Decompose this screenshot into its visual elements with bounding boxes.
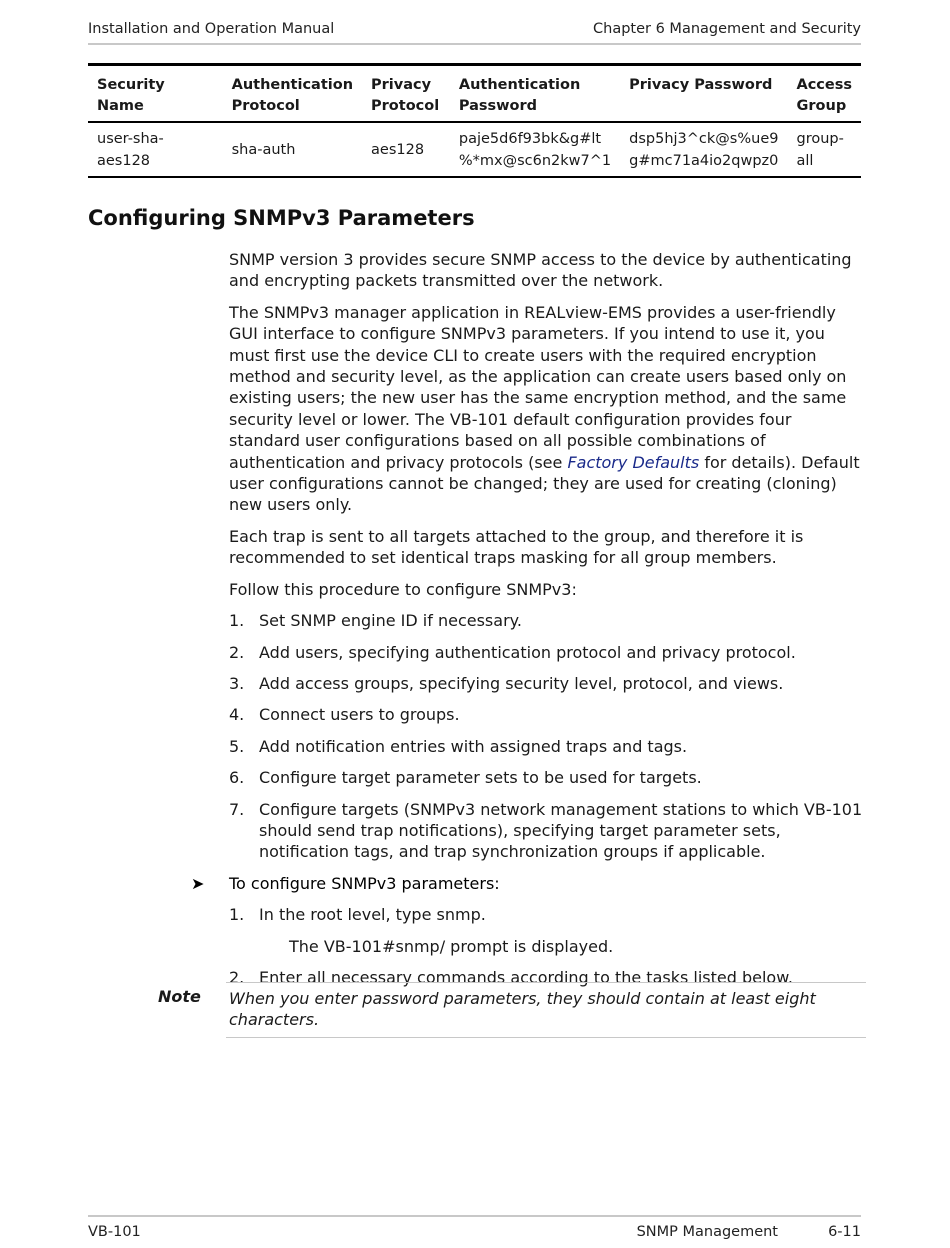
page-footer — [88, 1215, 861, 1241]
list-item: 1. In the root level, type snmp. — [229, 905, 486, 925]
procedure-steps-list — [229, 904, 864, 925]
note-box: When you enter password parameters, they should contain at least eight characters. — [226, 982, 866, 1038]
command-snmp: snmp — [436, 905, 481, 925]
section-body — [191, 249, 864, 998]
factory-defaults-link[interactable]: Factory Defaults — [567, 452, 700, 472]
col-access-group: Access Group — [796, 77, 852, 114]
procedure-title: To configure SNMPv3 parameters: — [229, 873, 500, 893]
security-users-table — [88, 63, 861, 178]
list-item: 1. Set SNMP engine ID if necessary. — [229, 611, 522, 631]
section-title: Configuring SNMPv3 Parameters — [88, 206, 475, 230]
footer-section: SNMP Management — [636, 1224, 778, 1240]
paragraph-procedure-intro: Follow this procedure to configure SNMPv3: — [229, 579, 577, 599]
prompt-line: The VB-101#snmp/ prompt is displayed. — [289, 936, 614, 956]
col-auth-protocol: Authentication Protocol — [231, 77, 354, 114]
list-item: 3. Add access groups, specifying security level, protocol, and views. — [229, 673, 784, 693]
list-item: 2. Add users, specifying authentication protocol and privacy protocol. — [229, 642, 796, 662]
cell-auth-protocol: sha-auth — [231, 142, 296, 158]
col-auth-password: Authentication Password — [458, 77, 581, 114]
overview-steps-list — [229, 610, 864, 863]
paragraph-traps: Each trap is sent to all targets attached to the group, and therefore it is recommended to set identical traps masking for all group members. — [229, 526, 804, 568]
cell-security-name: user-sha-aes128 — [97, 131, 164, 169]
header-manual-title: Installation and Operation Manual — [88, 21, 335, 37]
list-item: 6. Configure target parameter sets to be used for targets. — [229, 768, 702, 788]
col-security-name: Security Name — [97, 77, 165, 114]
footer-page-number: 6-11 — [828, 1224, 861, 1240]
header-chapter-title: Chapter 6 Management and Security — [593, 21, 861, 37]
page-header — [88, 21, 861, 45]
list-item: 4. Connect users to groups. — [229, 705, 460, 725]
col-privacy-password: Privacy Password — [629, 77, 773, 93]
table-header-row — [88, 65, 861, 123]
arrow-right-icon: ➤ — [191, 873, 205, 893]
cell-privacy-protocol: aes128 — [371, 142, 425, 158]
cell-access-group: group-all — [796, 131, 844, 169]
procedure-heading — [191, 873, 864, 894]
col-privacy-protocol: Privacy Protocol — [371, 77, 440, 114]
list-item: 5. Add notification entries with assigned traps and tags. — [229, 736, 688, 756]
prompt-text: VB-101#snmp/ — [323, 936, 446, 956]
table-row — [88, 122, 861, 177]
list-item: 2. Enter all necessary commands according to the tasks listed below. — [229, 967, 793, 987]
list-item: 7. Configure targets (SNMPv3 network management stations to which VB-101 should send trap notifications), specifying target parameter sets, notification tags, and trap synchronization groups if applicable. — [229, 799, 863, 862]
note-label: Note — [158, 987, 201, 1006]
paragraph-manager-app: The SNMPv3 manager application in REALview-EMS provides a user-friendly GUI interface to configure SNMPv3 parameters. If you intend to use it, you must first use the device CLI to create users with the required encryption method and security level, as the application can create users based only on existing users; the new user has the same encryption method, and the same security level or lower. The VB-101 default configuration provides four standard user configurations based on all possible combinations of authentication and privacy protocols (see Factory Defaults for details). Default user configurations cannot be changed; they are used for creating (cloning) new users only. — [229, 302, 860, 515]
paragraph-intro: SNMP version 3 provides secure SNMP access to the device by authenticating and encrypting packets transmitted over the network. — [229, 250, 852, 291]
cell-auth-password: paje5d6f93bk&g#lt %*mx@sc6n2kw7^1 — [458, 131, 612, 169]
footer-product: VB-101 — [88, 1224, 141, 1240]
cell-privacy-password: dsp5hj3^ck@s%ue9 g#mc71a4io2qwpz0 — [629, 131, 779, 169]
